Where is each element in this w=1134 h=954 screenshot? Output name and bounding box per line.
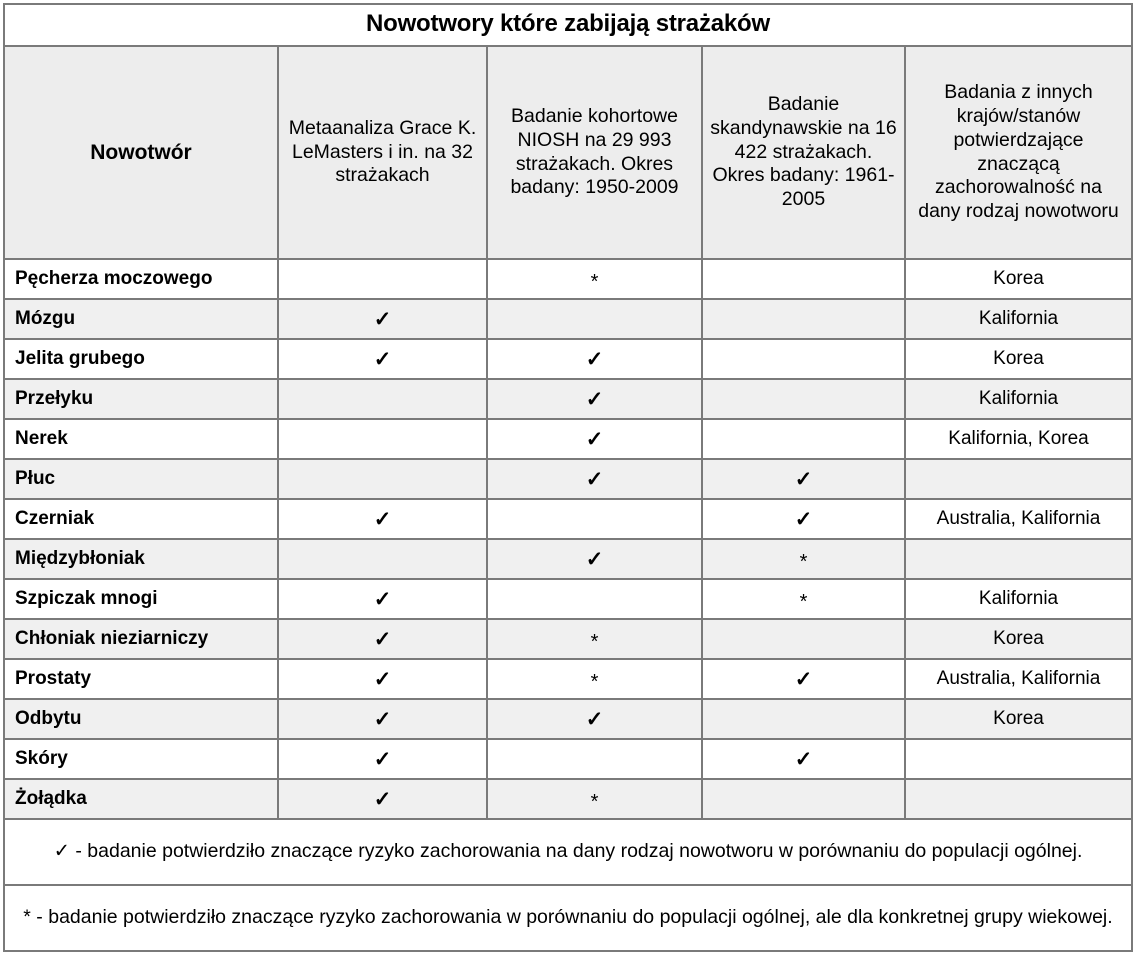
cell-metaanaliza: [278, 579, 487, 619]
footnote-2: [4, 885, 1132, 951]
check-icon: ✓: [373, 587, 392, 611]
cell-inne-kraje: [905, 739, 1132, 779]
column-header-skandynawskie: Badanie skandynawskie na 16 422 strażakach. Okres badany: 1961-2005: [702, 46, 905, 259]
cell-niosh: [487, 499, 702, 539]
row-label-cancer-type: Skóry: [4, 739, 278, 779]
cell-inne-kraje: Kalifornia, Korea: [905, 419, 1132, 459]
table-row: [4, 699, 1132, 739]
asterisk-icon: *: [590, 671, 599, 693]
header-row: [4, 46, 1132, 259]
row-label-cancer-type: Międzybłoniak: [4, 539, 278, 579]
row-label-cancer-type: Nerek: [4, 419, 278, 459]
table-footnotes: [4, 819, 1132, 951]
column-header-metaanaliza: Metaanaliza Grace K. LeMasters i in. na 32 strażakach: [278, 46, 487, 259]
cell-niosh: [487, 659, 702, 699]
cell-metaanaliza: [278, 259, 487, 299]
cell-metaanaliza: [278, 539, 487, 579]
cell-skandynawskie: [702, 379, 905, 419]
check-icon: ✓: [794, 667, 813, 691]
column-header-niosh: Badanie kohortowe NIOSH na 29 993 strażakach. Okres badany: 1950-2009: [487, 46, 702, 259]
cell-niosh: [487, 259, 702, 299]
table-body: [4, 259, 1132, 819]
cell-skandynawskie: [702, 499, 905, 539]
cell-inne-kraje: Kalifornia: [905, 299, 1132, 339]
cell-niosh: [487, 379, 702, 419]
check-icon: ✓: [373, 307, 392, 331]
table-row: [4, 379, 1132, 419]
column-header-inne-kraje: Badania z innych krajów/stanów potwierdzające znaczącą zachorowalność na dany rodzaj nowotworu: [905, 46, 1132, 259]
asterisk-icon: *: [590, 791, 599, 813]
cell-metaanaliza: [278, 779, 487, 819]
check-icon: ✓: [373, 507, 392, 531]
cell-skandynawskie: [702, 339, 905, 379]
asterisk-icon: *: [590, 271, 599, 293]
cell-skandynawskie: [702, 579, 905, 619]
cell-niosh: [487, 539, 702, 579]
cell-metaanaliza: [278, 499, 487, 539]
cell-inne-kraje: [905, 459, 1132, 499]
asterisk-icon: *: [799, 591, 808, 613]
footnote-text: - badanie potwierdziło znaczące ryzyko zachorowania w porównaniu do populacji ogólnej, ale dla konkretnej grupy wiekowej.: [30, 905, 1113, 928]
table-row: [4, 299, 1132, 339]
cell-inne-kraje: Korea: [905, 339, 1132, 379]
row-label-cancer-type: Szpiczak mnogi: [4, 579, 278, 619]
footnote-row: [4, 819, 1132, 885]
cell-skandynawskie: [702, 419, 905, 459]
cell-skandynawskie: [702, 459, 905, 499]
cell-inne-kraje: Korea: [905, 619, 1132, 659]
cell-niosh: [487, 459, 702, 499]
table-head: [4, 4, 1132, 259]
cell-skandynawskie: [702, 779, 905, 819]
cell-metaanaliza: [278, 299, 487, 339]
check-icon: ✓: [585, 707, 604, 731]
check-icon: ✓: [585, 387, 604, 411]
table-row: [4, 499, 1132, 539]
check-icon: ✓: [794, 467, 813, 491]
row-label-cancer-type: Jelita grubego: [4, 339, 278, 379]
cancer-risk-table: [3, 3, 1133, 952]
row-label-cancer-type: Odbytu: [4, 699, 278, 739]
check-icon: ✓: [373, 667, 392, 691]
table-row: [4, 659, 1132, 699]
cell-inne-kraje: Kalifornia: [905, 379, 1132, 419]
footnote-text: - badanie potwierdziło znaczące ryzyko zachorowania na dany rodzaj nowotworu w porównaniu do populacji ogólnej.: [69, 839, 1083, 862]
column-header-nowotwor: Nowotwór: [4, 46, 278, 259]
asterisk-icon: *: [590, 631, 599, 653]
check-icon: ✓: [585, 467, 604, 491]
check-icon: ✓: [373, 347, 392, 371]
cell-metaanaliza: [278, 659, 487, 699]
footnote-row: [4, 885, 1132, 951]
table-row: [4, 579, 1132, 619]
table-row: [4, 419, 1132, 459]
cell-metaanaliza: [278, 419, 487, 459]
row-label-cancer-type: Płuc: [4, 459, 278, 499]
cell-niosh: [487, 299, 702, 339]
cell-inne-kraje: Australia, Kalifornia: [905, 499, 1132, 539]
cell-niosh: [487, 339, 702, 379]
check-icon: ✓: [585, 427, 604, 451]
cell-metaanaliza: [278, 699, 487, 739]
check-icon: ✓: [794, 747, 813, 771]
cell-inne-kraje: [905, 779, 1132, 819]
table-row: [4, 339, 1132, 379]
table-row: [4, 619, 1132, 659]
cell-inne-kraje: Korea: [905, 259, 1132, 299]
check-icon: ✓: [373, 627, 392, 651]
row-label-cancer-type: Mózgu: [4, 299, 278, 339]
cell-niosh: [487, 699, 702, 739]
check-icon: ✓: [585, 547, 604, 571]
table-row: [4, 539, 1132, 579]
asterisk-icon: *: [23, 905, 31, 928]
table-title: Nowotwory które zabijają strażaków: [4, 4, 1132, 46]
cell-niosh: [487, 579, 702, 619]
table-row: [4, 259, 1132, 299]
cell-metaanaliza: [278, 739, 487, 779]
table-row: [4, 739, 1132, 779]
row-label-cancer-type: Czerniak: [4, 499, 278, 539]
cell-skandynawskie: [702, 299, 905, 339]
cell-skandynawskie: [702, 539, 905, 579]
row-label-cancer-type: Prostaty: [4, 659, 278, 699]
cell-skandynawskie: [702, 259, 905, 299]
asterisk-icon: *: [799, 551, 808, 573]
cell-metaanaliza: [278, 379, 487, 419]
cell-inne-kraje: Kalifornia: [905, 579, 1132, 619]
table-row: [4, 459, 1132, 499]
cell-inne-kraje: Australia, Kalifornia: [905, 659, 1132, 699]
cell-skandynawskie: [702, 739, 905, 779]
cell-metaanaliza: [278, 619, 487, 659]
cell-niosh: [487, 779, 702, 819]
cell-niosh: [487, 619, 702, 659]
cell-niosh: [487, 419, 702, 459]
cell-metaanaliza: [278, 339, 487, 379]
row-label-cancer-type: Przełyku: [4, 379, 278, 419]
cell-inne-kraje: Korea: [905, 699, 1132, 739]
check-icon: ✓: [373, 747, 392, 771]
cell-niosh: [487, 739, 702, 779]
footnote-1: [4, 819, 1132, 885]
cell-metaanaliza: [278, 459, 487, 499]
row-label-cancer-type: Pęcherza moczowego: [4, 259, 278, 299]
cell-skandynawskie: [702, 699, 905, 739]
table-row: [4, 779, 1132, 819]
title-row: [4, 4, 1132, 46]
check-icon: ✓: [53, 839, 70, 862]
cell-skandynawskie: [702, 659, 905, 699]
cell-skandynawskie: [702, 619, 905, 659]
check-icon: ✓: [373, 787, 392, 811]
cell-inne-kraje: [905, 539, 1132, 579]
check-icon: ✓: [794, 507, 813, 531]
row-label-cancer-type: Żołądka: [4, 779, 278, 819]
check-icon: ✓: [373, 707, 392, 731]
check-icon: ✓: [585, 347, 604, 371]
row-label-cancer-type: Chłoniak nieziarniczy: [4, 619, 278, 659]
